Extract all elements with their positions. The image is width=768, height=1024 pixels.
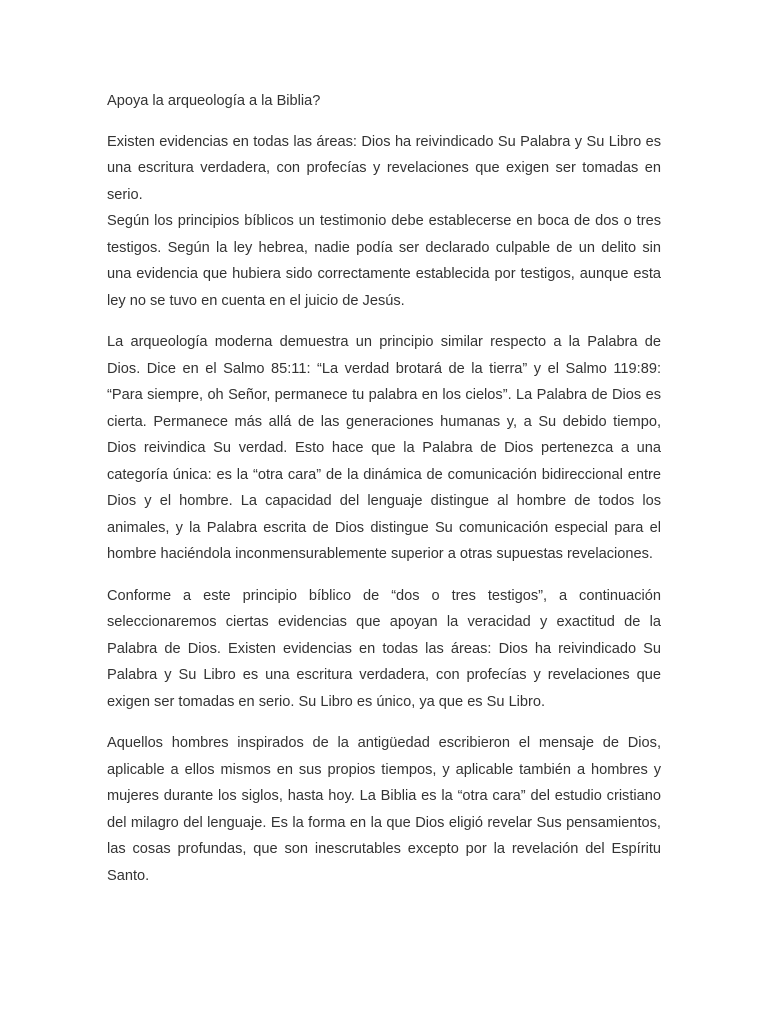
document-title: Apoya la arqueología a la Biblia? xyxy=(107,93,321,109)
paragraph-4: Conforme a este principio bíblico de “dos o tres testigos”, a continuación seleccionaremos ciertas evidencias que apoyan la veracidad y exactitud de la Palabra de Dios. Existen evidencias en todas las áreas: Dios ha reivindicado Su Palabra y Su Libro es una escritura verdadera, con profecías y revelaciones que exigen ser tomadas en serio. Su Libro es único, ya que es Su Libro. xyxy=(107,587,661,710)
paragraph-1: Existen evidencias en todas las áreas: Dios ha reivindicado Su Palabra y Su Libro es una escritura verdadera, con profecías y revelaciones que exigen ser tomadas en serio. xyxy=(107,133,661,203)
document-page xyxy=(107,88,661,904)
paragraph-2: Según los principios bíblicos un testimonio debe establecerse en boca de dos o tres testigos. Según la ley hebrea, nadie podía ser declarado culpable de un delito sin una evidencia que hubiera sido correctamente establecida por testigos, aunque esta ley no se tuvo en cuenta en el juicio de Jesús. xyxy=(107,213,661,309)
paragraph-3: La arqueología moderna demuestra un principio similar respecto a la Palabra de Dios. Dice en el Salmo 85:11: “La verdad brotará de la tierra” y el Salmo 119:89: “Para siempre, oh Señor, permanece tu palabra en los cielos”. La Palabra de Dios es cierta. Permanece más allá de las generaciones humanas y, a Su debido tiempo, Dios reivindica Su verdad. Esto hace que la Palabra de Dios pertenezca a una categoría única: es la “otra cara” de la dinámica de comunicación bidireccional entre Dios y el hombre. La capacidad del lenguaje distingue al hombre de todos los animales, y la Palabra escrita de Dios distingue Su comunicación especial para el hombre haciéndola inconmensurablemente superior a otras supuestas revelaciones. xyxy=(107,334,661,562)
paragraph-5: Aquellos hombres inspirados de la antigüedad escribieron el mensaje de Dios, aplicable a ellos mismos en sus propios tiempos, y aplicable también a hombres y mujeres durante los siglos, hasta hoy. La Biblia es la “otra cara” del estudio cristiano del milagro del lenguaje. Es la forma en la que Dios eligió revelar Sus pensamientos, las cosas profundas, que son inescrutables excepto por la revelación del Espíritu Santo. xyxy=(107,735,661,884)
